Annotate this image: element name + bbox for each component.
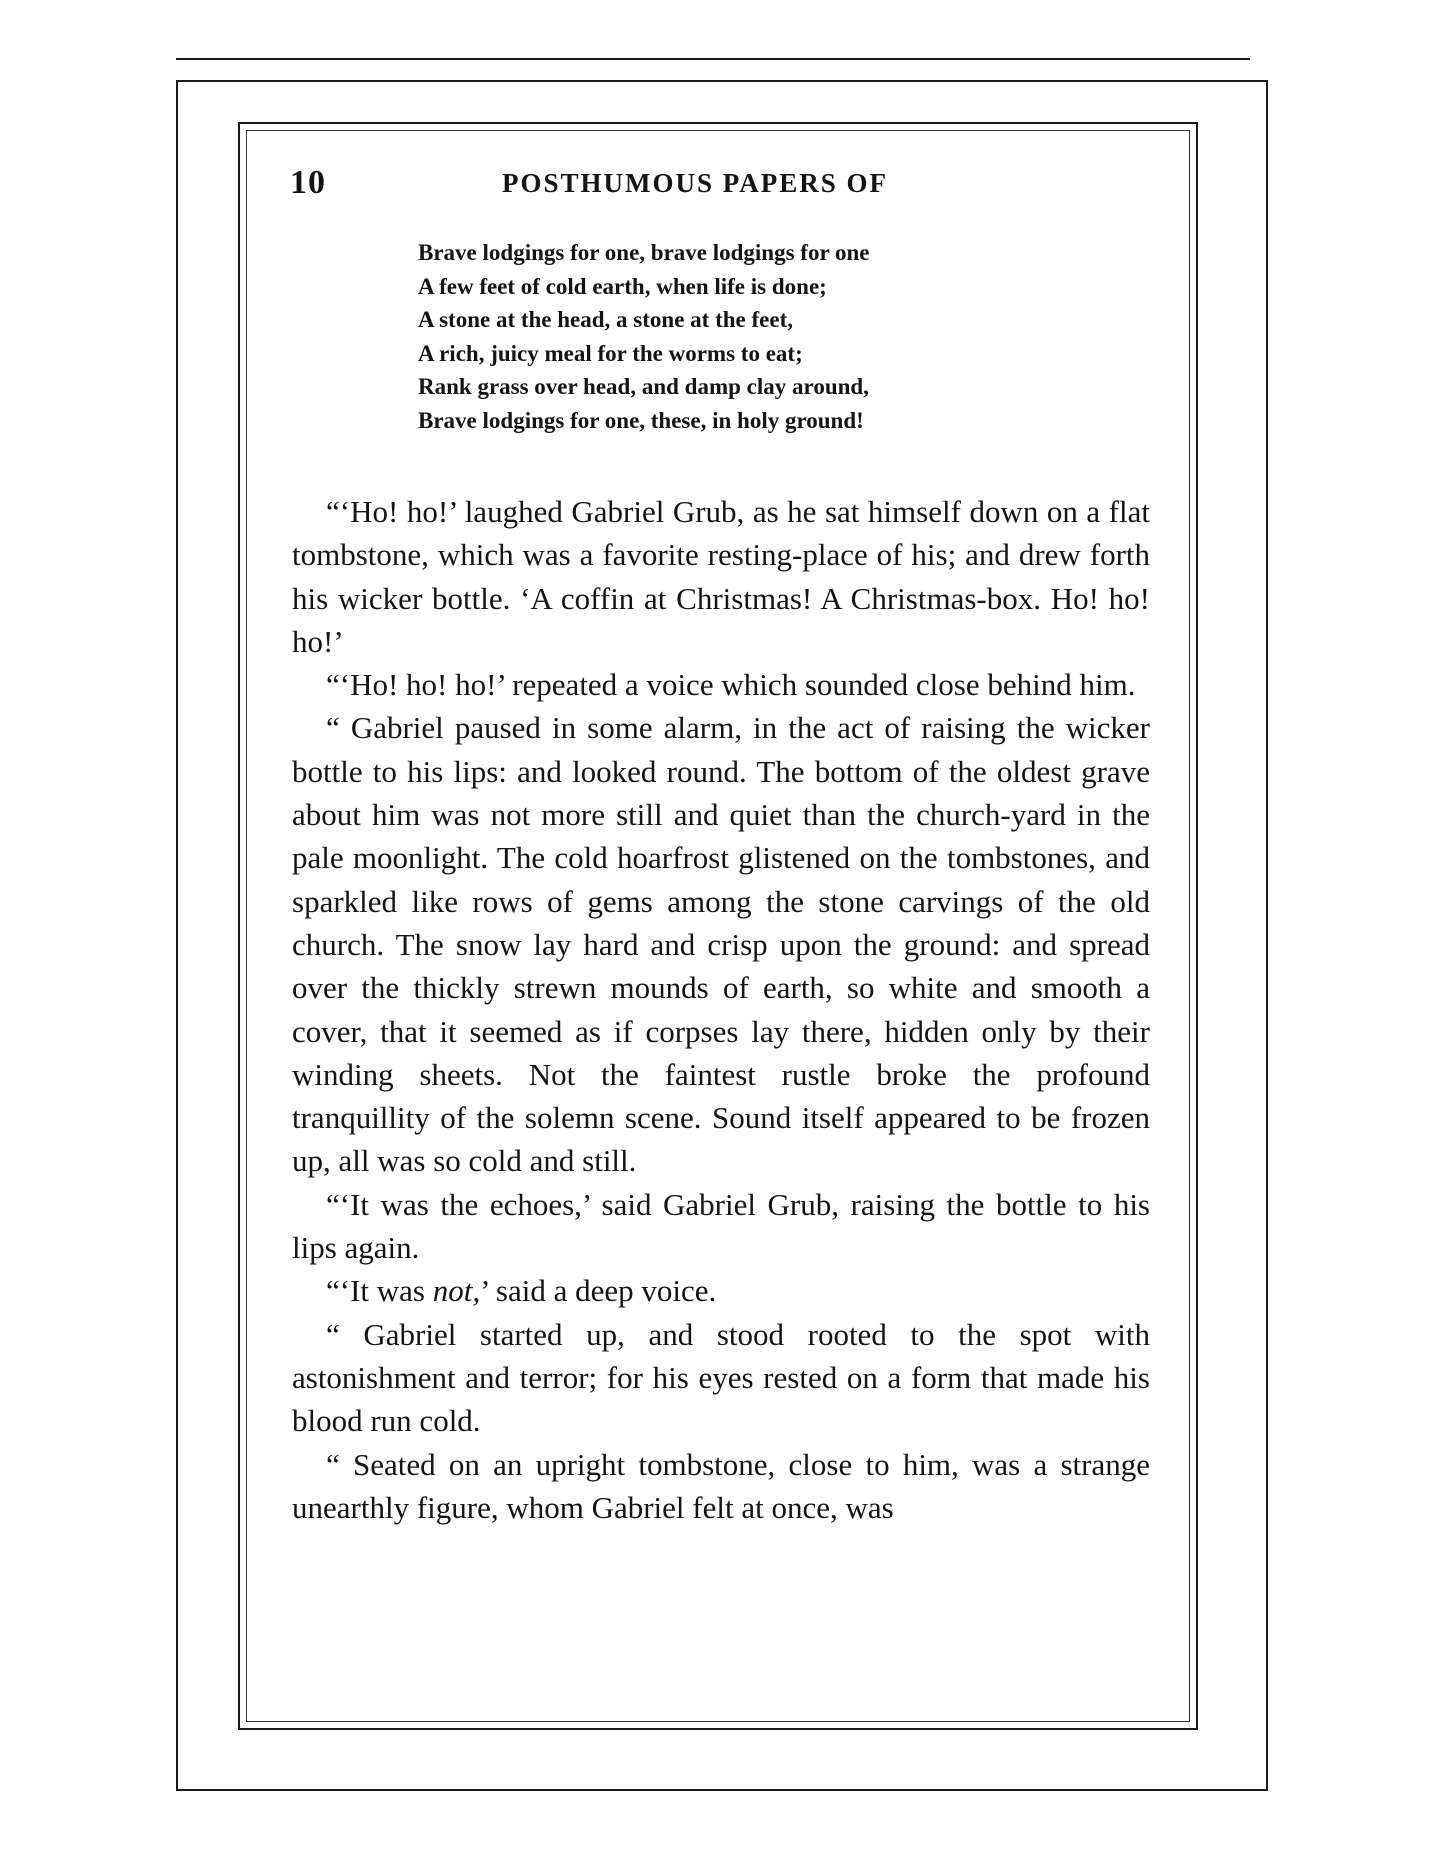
paragraph-text: ’ said a deep voice. [480, 1273, 717, 1309]
poem-line: Rank grass over head, and damp clay around, [418, 374, 869, 399]
poem-line: Brave lodgings for one, these, in holy ground! [418, 407, 864, 433]
page-header [290, 164, 1150, 204]
paragraph [292, 1269, 1150, 1312]
top-rule [176, 58, 1250, 60]
body-text [292, 490, 1150, 1529]
paragraph: “ Seated on an upright tombstone, close to him, was a strange unearthly figure, whom Gabriel felt at once, was [292, 1446, 1150, 1525]
paragraph: “‘Ho! ho! ho!’ repeated a voice which sounded close behind him. [326, 667, 1136, 703]
poem-block [418, 236, 1038, 437]
emphasized-word: not, [432, 1273, 481, 1309]
poem-line: A few feet of cold earth, when life is done; [418, 273, 827, 299]
running-title: POSTHUMOUS PAPERS OF [502, 168, 889, 198]
paragraph: “ Gabriel started up, and stood rooted to the spot with astonishment and terror; for his eyes rested on a form that made his blood run cold. [292, 1316, 1150, 1439]
paragraph: “‘It was the echoes,’ said Gabriel Grub, raising the bottle to his lips again. [292, 1186, 1150, 1266]
poem-line: A rich, juicy meal for the worms to eat; [418, 340, 803, 366]
page-number: 10 [290, 164, 326, 201]
poem-line: A stone at the head, a stone at the feet, [418, 307, 793, 332]
paragraph: “‘Ho! ho!’ laughed Gabriel Grub, as he sat himself down on a flat tombstone, which was a favorite resting-place of his; and drew forth his wicker bottle. ‘A coffin at Christmas! A Christmas-box. Ho! ho! ho!’ [292, 494, 1150, 659]
paragraph: “ Gabriel paused in some alarm, in the act of raising the wicker bottle to his lips: and looked round. The bottom of the oldest grave about him was not more still and quiet than the church-yard in the pale moonlight. The cold hoarfrost glistened on the tombstones, and sparkled like rows of gems among the stone carvings of the old church. The snow lay hard and crisp upon the ground: and spread over the thickly strewn mounds of earth, so white and smooth a cover, that it seemed as if corpses lay there, hidden only by their winding sheets. Not the faintest rustle broke the profound tranquillity of the solemn scene. Sound itself appeared to be frozen up, all was so cold and still. [292, 710, 1150, 1179]
paragraph-text: “‘It was [326, 1273, 433, 1309]
poem-line: Brave lodgings for one, brave lodgings for one [418, 240, 870, 265]
